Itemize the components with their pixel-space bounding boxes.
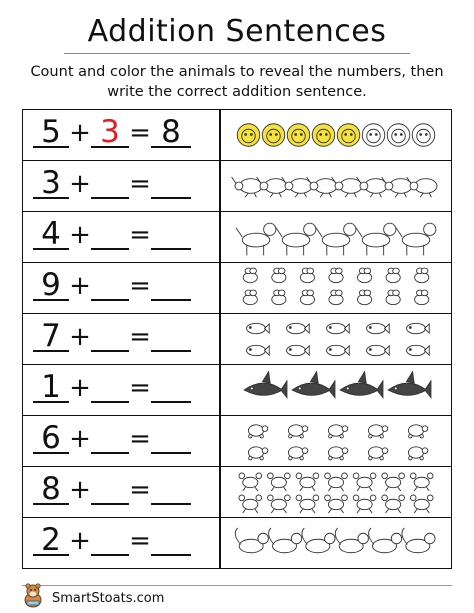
shark-icon	[388, 372, 431, 398]
beetle-icon	[357, 177, 387, 197]
turtle-icon	[328, 425, 347, 438]
plus-sign: +	[69, 373, 91, 403]
second-addend-blank[interactable]	[91, 299, 129, 301]
addition-sentence	[23, 518, 219, 569]
ferret-icon	[302, 528, 335, 553]
bee-icon	[329, 268, 343, 283]
turtle-icon	[408, 447, 427, 460]
instructions-line-1: Count and color the animals to reveal the numbers, then	[30, 64, 444, 80]
bee-icon	[300, 268, 314, 283]
crab-icon	[382, 495, 405, 513]
second-addend-blank[interactable]	[91, 401, 129, 403]
lion-icon	[412, 124, 435, 147]
first-addend: 9	[41, 267, 61, 303]
worksheet-row	[23, 110, 451, 161]
fish-icon	[367, 323, 390, 333]
second-addend-blank[interactable]	[91, 248, 129, 250]
worksheet-row	[23, 518, 451, 569]
animal-group	[221, 518, 451, 568]
beetle-icon	[407, 177, 437, 197]
bee-icon	[272, 268, 286, 283]
instructions	[20, 62, 454, 102]
crab-icon	[353, 473, 376, 491]
animal-pictures	[221, 263, 451, 313]
worksheet-table	[22, 109, 452, 569]
plus-sign: +	[69, 220, 91, 250]
turtle-icon	[288, 425, 307, 438]
second-addend-blank[interactable]	[91, 350, 129, 352]
addition-sentence	[23, 416, 219, 466]
stoat-logo-icon	[18, 580, 48, 610]
plus-sign: +	[69, 322, 91, 352]
first-addend: 6	[41, 420, 61, 456]
crab-icon	[325, 473, 348, 491]
crab-icon	[239, 473, 262, 491]
fish-icon	[407, 345, 430, 355]
first-addend: 2	[41, 522, 61, 558]
equals-sign: =	[129, 322, 151, 352]
fish-icon	[327, 345, 350, 355]
fish-icon	[287, 345, 310, 355]
sum-blank[interactable]	[151, 452, 191, 454]
animal-pictures	[221, 416, 451, 466]
sum: 8	[161, 114, 181, 150]
crab-icon	[268, 495, 291, 513]
worksheet-row	[23, 467, 451, 518]
bee-icon	[357, 268, 371, 283]
bee-icon	[329, 290, 343, 305]
dog-icon	[236, 223, 276, 255]
sum-blank[interactable]	[151, 554, 191, 556]
equals-sign: =	[129, 526, 151, 556]
second-addend-blank[interactable]	[91, 452, 129, 454]
worksheet-row	[23, 161, 451, 212]
crab-icon	[410, 473, 433, 491]
sum-blank[interactable]	[151, 350, 191, 352]
sum-blank[interactable]	[151, 197, 191, 199]
dog-icon	[396, 223, 436, 255]
footer-website: SmartStoats.com	[52, 591, 165, 606]
beetle-icon	[282, 177, 312, 197]
fish-icon	[247, 345, 270, 355]
plus-sign: +	[69, 475, 91, 505]
ferret-icon	[335, 528, 368, 553]
lion-icon	[312, 124, 335, 147]
animal-group	[221, 365, 451, 415]
second-addend-blank[interactable]	[91, 503, 129, 505]
animal-group	[221, 263, 451, 313]
crab-icon	[239, 495, 262, 513]
worksheet-row	[23, 212, 451, 263]
first-addend: 1	[41, 369, 61, 405]
lion-icon	[337, 124, 360, 147]
sum-blank[interactable]	[151, 503, 191, 505]
animal-group	[221, 314, 451, 364]
sum-blank[interactable]	[151, 248, 191, 250]
ferret-icon	[402, 528, 435, 553]
turtle-icon	[248, 447, 267, 460]
worksheet-row	[23, 365, 451, 416]
fish-icon	[407, 323, 430, 333]
fish-icon	[247, 323, 270, 333]
turtle-icon	[288, 447, 307, 460]
lion-icon	[362, 124, 385, 147]
beetle-icon	[332, 177, 362, 197]
worksheet-row	[23, 263, 451, 314]
beetle-icon	[307, 177, 337, 197]
bee-icon	[357, 290, 371, 305]
lion-icon	[387, 124, 410, 147]
plus-sign: +	[69, 424, 91, 454]
first-addend: 7	[41, 318, 61, 354]
instructions-line-2: write the correct addition sentence.	[107, 84, 367, 100]
animal-group	[221, 467, 451, 517]
shark-icon	[244, 372, 287, 398]
sum-blank[interactable]	[151, 401, 191, 403]
plus-sign: +	[69, 118, 91, 148]
crab-icon	[296, 495, 319, 513]
addition-sentence	[23, 161, 219, 211]
turtle-icon	[408, 425, 427, 438]
animal-pictures	[221, 365, 451, 415]
crab-icon	[296, 473, 319, 491]
animal-group	[221, 110, 451, 160]
shark-icon	[292, 372, 335, 398]
first-addend: 8	[41, 471, 61, 507]
beetle-icon	[257, 177, 287, 197]
animal-pictures	[221, 212, 451, 262]
crab-icon	[382, 473, 405, 491]
equals-sign: =	[129, 220, 151, 250]
fish-icon	[287, 323, 310, 333]
crab-icon	[353, 495, 376, 513]
plus-sign: +	[69, 169, 91, 199]
equals-sign: =	[129, 271, 151, 301]
turtle-icon	[368, 425, 387, 438]
turtle-icon	[368, 447, 387, 460]
bee-icon	[386, 290, 400, 305]
first-addend: 4	[41, 216, 61, 252]
bee-icon	[415, 290, 429, 305]
beetle-icon	[232, 177, 262, 197]
beetle-icon	[382, 177, 412, 197]
animal-pictures	[221, 467, 451, 517]
worksheet-row	[23, 416, 451, 467]
title-divider	[64, 53, 410, 54]
animal-group	[221, 212, 451, 262]
animal-group	[221, 416, 451, 466]
second-addend-blank[interactable]	[91, 554, 129, 556]
fish-icon	[367, 345, 390, 355]
bee-icon	[386, 268, 400, 283]
equals-sign: =	[129, 169, 151, 199]
animal-pictures	[221, 110, 451, 160]
ferret-icon	[369, 528, 402, 553]
addition-sentence	[23, 263, 219, 313]
sum-blank[interactable]	[151, 299, 191, 301]
plus-sign: +	[69, 526, 91, 556]
crab-icon	[268, 473, 291, 491]
second-addend: 3	[100, 114, 120, 150]
crab-icon	[325, 495, 348, 513]
addition-sentence	[23, 365, 219, 415]
animal-pictures	[221, 314, 451, 364]
plus-sign: +	[69, 271, 91, 301]
bee-icon	[415, 268, 429, 283]
addition-sentence	[23, 314, 219, 364]
crab-icon	[410, 495, 433, 513]
addition-sentence	[23, 467, 219, 517]
equals-sign: =	[129, 475, 151, 505]
dog-icon	[356, 223, 396, 255]
dog-icon	[276, 223, 316, 255]
ferret-icon	[235, 528, 268, 553]
equals-sign: =	[129, 373, 151, 403]
turtle-icon	[328, 447, 347, 460]
addition-sentence	[23, 212, 219, 262]
first-addend: 3	[41, 165, 61, 201]
first-addend: 5	[41, 114, 61, 150]
turtle-icon	[248, 425, 267, 438]
footer-divider	[22, 585, 452, 586]
animal-group	[221, 161, 451, 211]
page-title: Addition Sentences	[87, 14, 387, 49]
bee-icon	[272, 290, 286, 305]
fish-icon	[327, 323, 350, 333]
lion-icon	[237, 124, 260, 147]
worksheet-row	[23, 314, 451, 365]
second-addend-blank[interactable]	[91, 197, 129, 199]
animal-pictures	[221, 161, 451, 211]
animal-pictures	[221, 518, 451, 569]
bee-icon	[243, 290, 257, 305]
shark-icon	[340, 372, 383, 398]
ferret-icon	[269, 528, 302, 553]
bee-icon	[300, 290, 314, 305]
bee-icon	[243, 268, 257, 283]
dog-icon	[316, 223, 356, 255]
lion-icon	[262, 124, 285, 147]
lion-icon	[287, 124, 310, 147]
addition-sentence	[23, 110, 219, 160]
equals-sign: =	[129, 424, 151, 454]
equals-sign: =	[129, 118, 151, 148]
